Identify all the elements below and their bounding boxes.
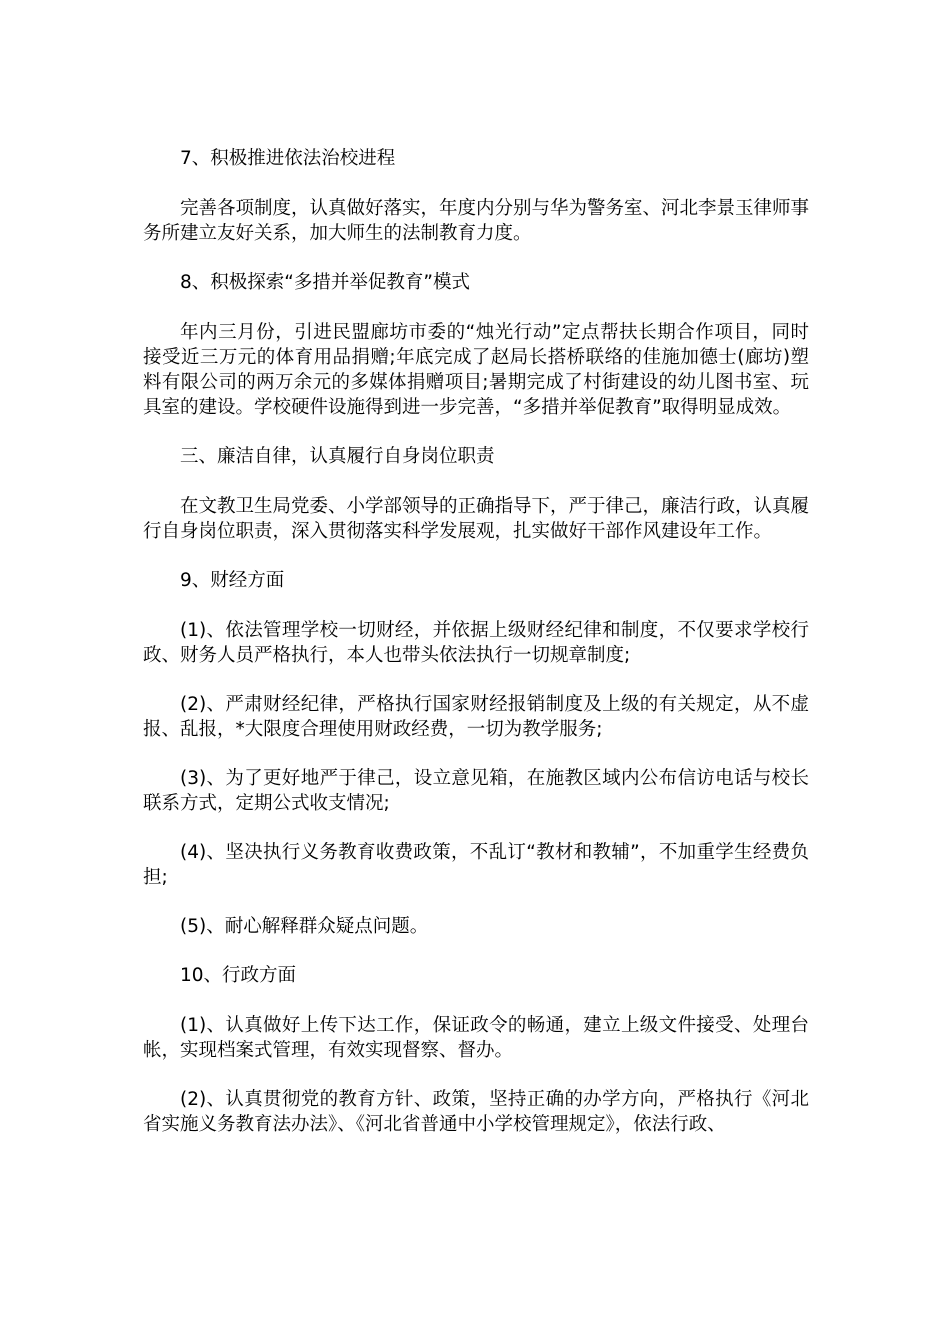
section-heading-10: 10、行政方面 — [180, 965, 297, 986]
list-item: (1)、依法管理学校一切财经，并依据上级财经纪律和制度，不仅要求学校行政、财务人员严格执行，本人也带头依法执行一切规章制度; — [143, 620, 809, 666]
section-heading-8: 8、积极探索“多措并举促教育”模式 — [180, 272, 470, 293]
section-heading-9: 9、财经方面 — [180, 570, 285, 591]
list-item: (1)、认真做好上传下达工作，保证政令的畅通，建立上级文件接受、处理台帐，实现档案式管理，有效实现督察、督办。 — [143, 1015, 809, 1061]
document-page — [143, 146, 809, 1161]
body-paragraph: 在文教卫生局党委、小学部领导的正确指导下，严于律己，廉洁行政，认真履行自身岗位职责，深入贯彻落实科学发展观，扎实做好干部作风建设年工作。 — [143, 496, 810, 542]
list-item: (5)、耐心解释群众疑点问题。 — [180, 916, 429, 937]
list-item: (4)、坚决执行义务教育收费政策，不乱订“教材和教辅”，不加重学生经费负担; — [143, 842, 809, 888]
body-paragraph: 完善各项制度，认真做好落实，年度内分别与华为警务室、河北李景玉律师事务所建立友好关系，加大师生的法制教育力度。 — [143, 198, 810, 244]
list-item: (2)、严肃财经纪律，严格执行国家财经报销制度及上级的有关规定，从不虚报、乱报，*大限度合理使用财政经费，一切为教学服务; — [143, 694, 809, 740]
list-item: (3)、为了更好地严于律己，设立意见箱，在施教区域内公布信访电话与校长联系方式，定期公式收支情况; — [143, 768, 809, 814]
body-paragraph: 年内三月份，引进民盟廊坊市委的“烛光行动”定点帮扶长期合作项目，同时接受近三万元的体育用品捐赠;年底完成了赵局长搭桥联络的佳施加德士(廊坊)塑料有限公司的两万余元的多媒体捐赠项目;暑期完成了村街建设的幼儿图书室、玩具室的建设。学校硬件设施得到进一步完善，“多措并举促教育”取得明显成效。 — [143, 322, 809, 418]
section-heading-7: 7、积极推进依法治校进程 — [180, 148, 396, 169]
section-heading-3: 三、廉洁自律，认真履行自身岗位职责 — [180, 446, 495, 467]
list-item: (2)、认真贯彻党的教育方针、政策，坚持正确的办学方向，严格执行《河北省实施义务教育法办法》、《河北省普通中小学校管理规定》，依法行政、 — [143, 1089, 809, 1135]
